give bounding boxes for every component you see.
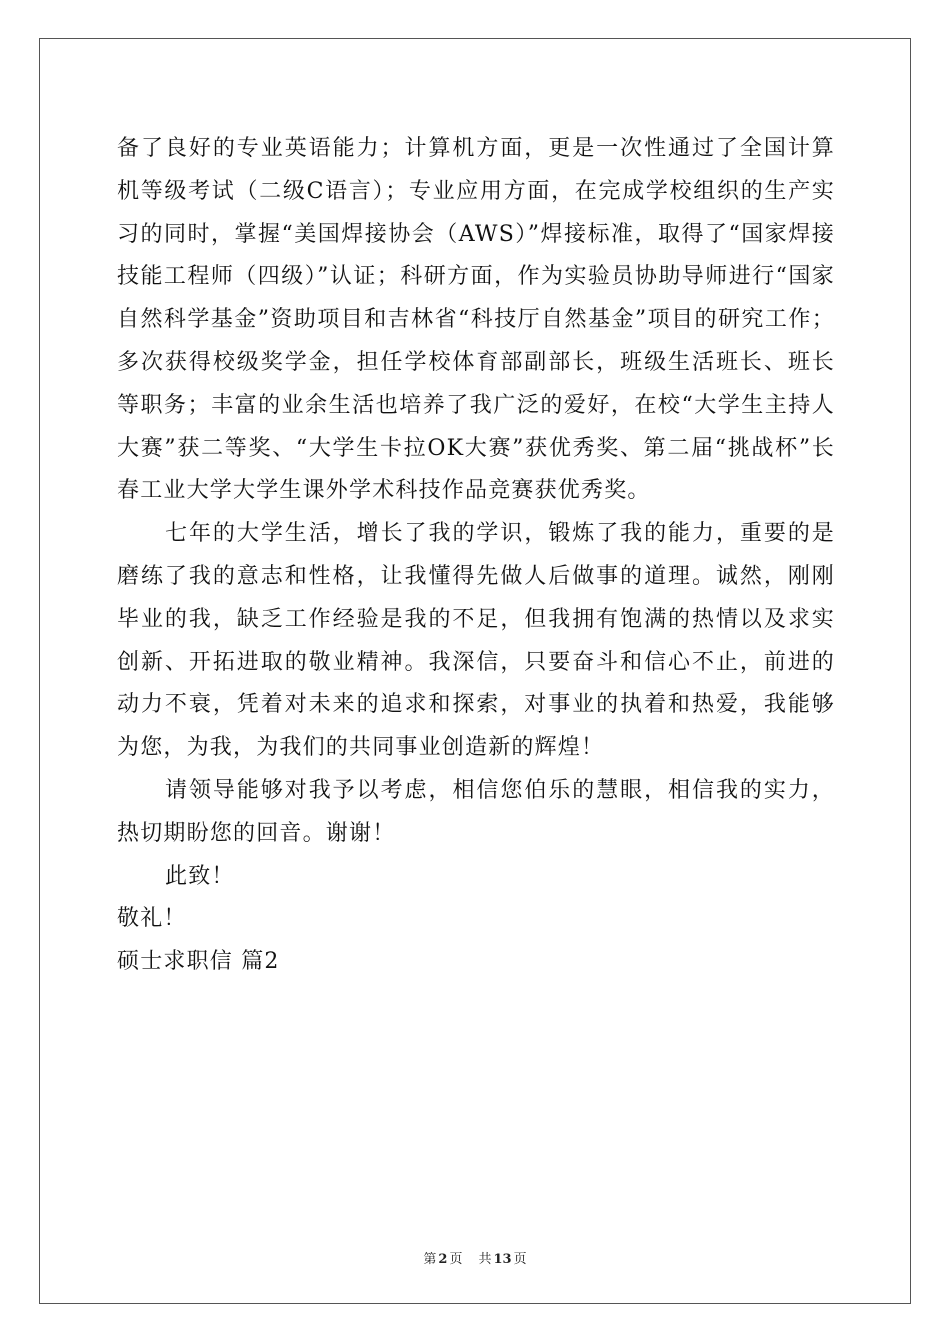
section-heading: 硕士求职信 篇2 (117, 949, 280, 975)
footer-total-pages: 13 (493, 1252, 512, 1267)
closing-salutation: 此致！ (165, 863, 235, 889)
document-body (117, 128, 835, 984)
page-footer (0, 1248, 950, 1267)
closing-regards: 敬礼！ (117, 906, 187, 932)
footer-total-prefix: 共 (478, 1252, 492, 1267)
footer-current-page: 2 (438, 1252, 448, 1267)
paragraph-summary: 七年的大学生活，增长了我的学识，锻炼了我的能力，重要的是磨练了我的意志和性格，让我懂得先做人后做事的道理。诚然，刚刚毕业的我，缺乏工作经验是我的不足，但我拥有饱满的热情以及求实创新、开拓进取的敬业精神。我深信，只要奋斗和信心不止，前进的动力不衰，凭着对未来的追求和探索，对事业的执着和热爱，我能够为您，为我，为我们的共同事业创造新的辉煌！ (117, 521, 835, 761)
footer-total-suffix: 页 (513, 1252, 527, 1267)
paragraph-request: 请领导能够对我予以考虑，相信您伯乐的慧眼，相信我的实力，热切期盼您的回音。谢谢！ (117, 777, 835, 846)
footer-prefix: 第 (423, 1252, 437, 1267)
footer-page-word: 页 (449, 1252, 463, 1267)
paragraph-education: 备了良好的专业英语能力；计算机方面，更是一次性通过了全国计算机等级考试（二级C语言）；专业应用方面，在完成学校组织的生产实习的同时，掌握“美国焊接协会（AWS）”焊接标准，取得了“国家焊接技能工程师（四级）”认证；科研方面，作为实验员协助导师进行“国家自然科学基金”资助项目和吉林省“科技厅自然基金”项目的研究工作；多次获得校级奖学金，担任学校体育部副部长，班级生活班长、班长等职务；丰富的业余生活也培养了我广泛的爱好，在校“大学生主持人大赛”获二等奖、“大学生卡拉OK大赛”获优秀奖、第二届“挑战杯”长春工业大学大学生课外学术科技作品竞赛获优秀奖。 (117, 136, 835, 504)
